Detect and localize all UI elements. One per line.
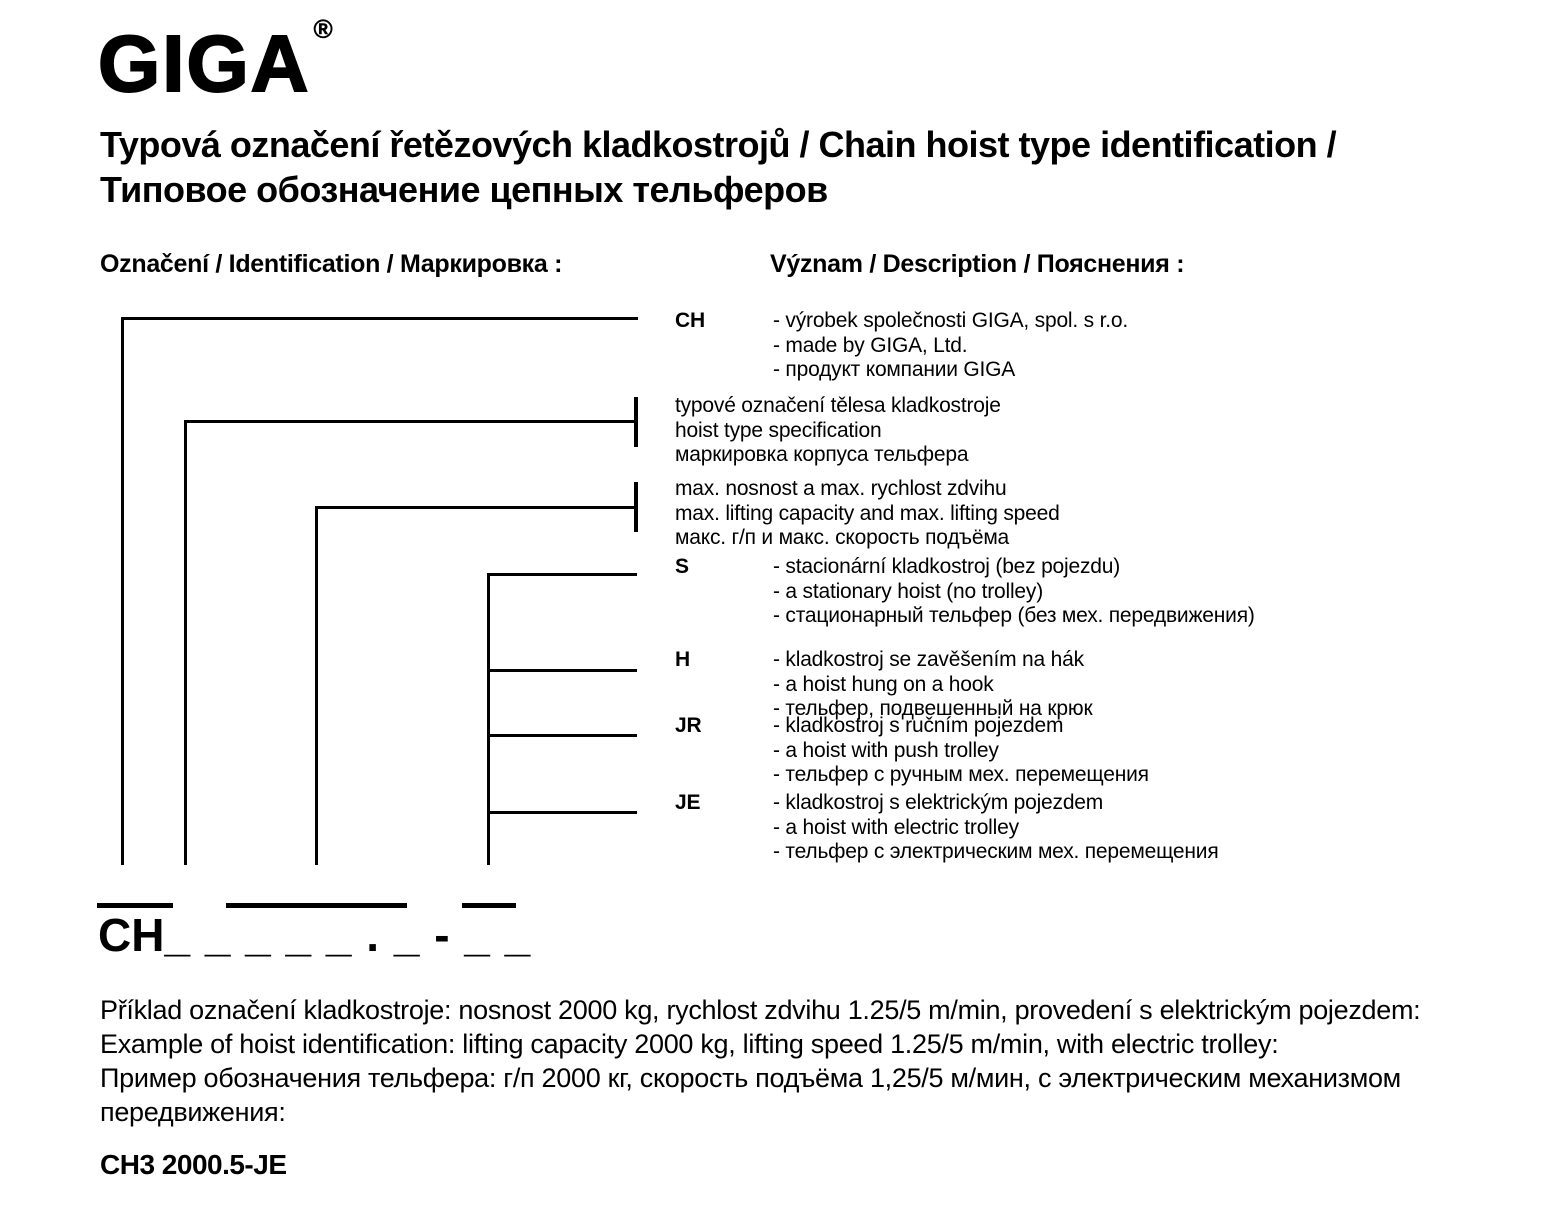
legend-code-jr: JR [675, 714, 702, 737]
legend-line: - a hoist with electric trolley [773, 815, 1019, 839]
connector-v-capacity [315, 506, 318, 865]
legend-line: - a stationary hoist (no trolley) [773, 579, 1044, 603]
connector-h-jr [487, 734, 637, 737]
connector-h-h [487, 669, 637, 672]
legend-group-ch [675, 309, 1128, 383]
legend-line: - тельфер, подвешенный на крюк [773, 697, 1093, 721]
connector-h-type-endcap [634, 397, 638, 447]
identification-column-header: Označení / Identification / Маркировка : [100, 250, 563, 278]
legend-line: max. nosnost a max. rychlost zdvihu [675, 477, 1007, 500]
formula-pattern: _ _ _ _ _ . _ - _ _ [164, 909, 532, 961]
legend-line: hoist type specification [675, 418, 882, 442]
type-code-formula [98, 908, 531, 962]
connector-v-suffix [487, 573, 490, 865]
page-title-line1: Typová označení řetězových kladkostrojů / Chain hoist type identification / [100, 124, 1337, 165]
legend-line: - стационарный тельфер (без мех. передвижения) [773, 604, 1255, 628]
formula-prefix: CH [98, 909, 165, 961]
example-type-code: CH3 2000.5-JE [100, 1149, 287, 1180]
connector-h-type [184, 420, 636, 423]
connector-h-capacity [315, 506, 636, 509]
legend-group-hoist-type [675, 394, 1001, 468]
connector-v-type [184, 420, 187, 865]
legend-line: - a hoist with push trolley [773, 738, 999, 762]
page-title-line2: Типовое обозначение цепных тельферов [100, 169, 828, 210]
giga-logo [98, 14, 333, 110]
giga-logo-text: GIGA [98, 19, 311, 108]
legend-group-jr [675, 714, 1149, 788]
registered-trademark-icon: ® [313, 14, 333, 44]
legend-line: - kladkostroj s elektrickým pojezdem [773, 791, 1104, 814]
legend-line: - тельфер с ручным мех. перемещения [773, 763, 1149, 787]
legend-line: макс. г/п и макс. скорость подъёма [675, 526, 1010, 550]
legend-line: - a hoist hung on a hook [773, 672, 994, 696]
legend-line: - kladkostroj s ručním pojezdem [773, 714, 1064, 737]
legend-group-h [675, 648, 1092, 722]
connector-h-capacity-endcap [634, 482, 638, 532]
legend-line: - výrobek společnosti GIGA, spol. s r.o. [773, 309, 1128, 332]
legend-line: - stacionární kladkostroj (bez pojezdu) [773, 555, 1121, 578]
legend-line: - kladkostroj se zavěšením na hák [773, 648, 1084, 671]
legend-code-s: S [675, 555, 689, 578]
legend-line: - made by GIGA, Ltd. [773, 333, 968, 357]
example-line-en: Example of hoist identification: lifting capacity 2000 kg, lifting speed 1.25/5 m/min, with electric trolley: [100, 1029, 1279, 1059]
legend-line: max. lifting capacity and max. lifting speed [675, 501, 1060, 525]
legend-line: - тельфер с электрическим мех. перемещения [773, 840, 1219, 864]
connector-h-je [487, 811, 637, 814]
connector-h-ch [121, 317, 638, 320]
connector-h-s [487, 573, 637, 576]
page-title [100, 122, 1336, 212]
legend-group-capacity [675, 477, 1060, 551]
legend-code-h: H [675, 648, 690, 671]
legend-line: - продукт компании GIGA [773, 358, 1016, 382]
legend-group-s [675, 555, 1255, 629]
example-paragraph [100, 993, 1500, 1129]
example-line-ru: Пример обозначения тельфера: г/п 2000 кг, скорость подъёма 1,25/5 м/мин, с электрическим механизмом передвижения: [100, 1063, 1401, 1127]
legend-line: typové označení tělesa kladkostroje [675, 394, 1001, 417]
legend-line: маркировка корпуса тельфера [675, 443, 969, 467]
legend-code-je: JE [675, 791, 701, 814]
legend-code-ch: CH [675, 309, 705, 332]
example-line-cz: Příklad označení kladkostroje: nosnost 2000 kg, rychlost zdvihu 1.25/5 m/min, provedení s elektrickým pojezdem: [100, 995, 1421, 1025]
description-column-header: Význam / Description / Пояснения : [770, 250, 1185, 278]
legend-group-je [675, 791, 1219, 865]
connector-v-ch [121, 317, 124, 865]
